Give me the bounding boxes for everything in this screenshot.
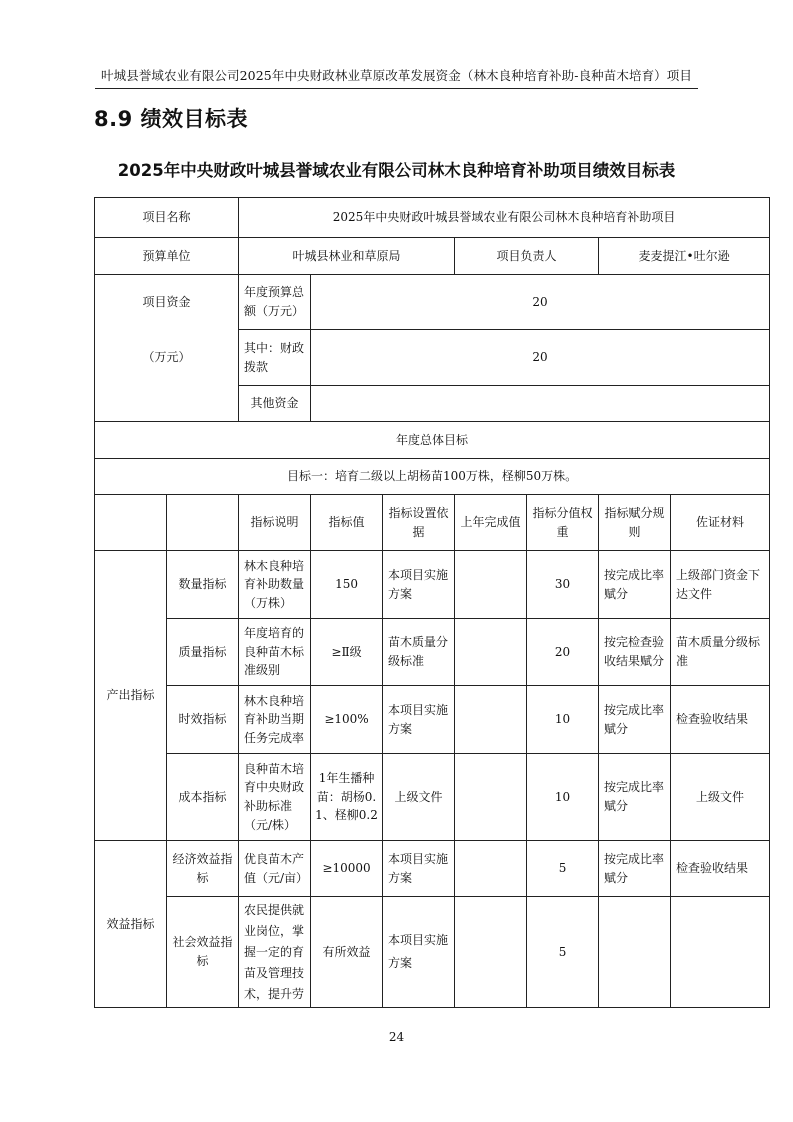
funds-label: 项目资金 [95, 275, 239, 330]
budget-unit-label: 预算单位 [95, 238, 239, 275]
project-name-row [95, 198, 770, 238]
column-header [95, 495, 167, 551]
indicator-value: 150 [311, 551, 383, 619]
other-funds-label: 其他资金 [239, 386, 311, 422]
annual-total-value: 20 [311, 275, 770, 330]
evidence: 上级部门资金下达文件 [671, 551, 770, 619]
table-row [95, 686, 770, 754]
sub-indicator: 质量指标 [167, 619, 239, 686]
prev-value [455, 551, 527, 619]
indicator-desc: 年度培育的良种苗木标准级别 [239, 619, 311, 686]
sub-indicator: 经济效益指标 [167, 841, 239, 897]
indicator-value: ≥Ⅱ级 [311, 619, 383, 686]
group-label: 产出指标 [95, 551, 167, 841]
prev-value [455, 619, 527, 686]
funds-unit-label: （万元） [95, 330, 239, 386]
indicator-weight: 5 [527, 841, 599, 897]
indicator-desc: 林木良种培育补助当期任务完成率 [239, 686, 311, 754]
evidence [671, 897, 770, 1008]
column-header: 指标设置依据 [383, 495, 455, 551]
indicator-basis: 本项目实施方案 [383, 551, 455, 619]
overall-goal-label-row [95, 422, 770, 459]
indicator-desc: 农民提供就业岗位，掌握一定的育苗及管理技术，提升劳 [239, 897, 311, 1008]
column-header: 佐证材料 [671, 495, 770, 551]
fiscal-row [95, 330, 770, 386]
scoring-rule: 按完成比率赋分 [599, 551, 671, 619]
indicator-basis: 本项目实施方案 [383, 686, 455, 754]
scoring-rule: 按完检查验收结果赋分 [599, 619, 671, 686]
column-header-row [95, 495, 770, 551]
column-header: 上年完成值 [455, 495, 527, 551]
indicator-basis: 本项目实施方案 [383, 897, 455, 1008]
column-header: 指标说明 [239, 495, 311, 551]
section-title: 8.9 绩效目标表 [94, 107, 249, 131]
evidence: 检查验收结果 [671, 686, 770, 754]
table-row [95, 551, 770, 619]
sub-indicator: 时效指标 [167, 686, 239, 754]
budget-unit-value: 叶城县林业和草原局 [239, 238, 455, 275]
indicator-value: 有所效益 [311, 897, 383, 1008]
column-header [167, 495, 239, 551]
prev-value [455, 754, 527, 841]
page-number: 24 [388, 1030, 405, 1044]
group-label: 效益指标 [95, 841, 167, 1008]
table-row [95, 841, 770, 897]
performance-table [94, 197, 770, 1008]
indicator-weight: 20 [527, 619, 599, 686]
leader-value: 麦麦提江•吐尔逊 [599, 238, 770, 275]
indicator-weight: 10 [527, 686, 599, 754]
funds-blank [95, 386, 239, 422]
sub-indicator: 数量指标 [167, 551, 239, 619]
overall-goal-text: 目标一：培育二级以上胡杨苗100万株，柽柳50万株。 [95, 459, 770, 495]
other-funds-row [95, 386, 770, 422]
evidence: 苗木质量分级标准 [671, 619, 770, 686]
page-header: 叶城县誉域农业有限公司2025年中央财政林业草原改革发展资金（林木良种培育补助-良种苗木培育）项目 [101, 68, 692, 83]
project-name-value: 2025年中央财政叶城县誉域农业有限公司林木良种培育补助项目 [239, 198, 770, 238]
column-header: 指标分值权重 [527, 495, 599, 551]
table-row [95, 897, 770, 1008]
indicator-desc: 良种苗木培育中央财政补助标准（元/株） [239, 754, 311, 841]
overall-goal-label: 年度总体目标 [95, 422, 770, 459]
scoring-rule: 按完成比率赋分 [599, 841, 671, 897]
fiscal-value: 20 [311, 330, 770, 386]
column-header: 指标赋分规则 [599, 495, 671, 551]
indicator-value: ≥10000 [311, 841, 383, 897]
indicator-weight: 30 [527, 551, 599, 619]
prev-value [455, 897, 527, 1008]
annual-total-label: 年度预算总额（万元） [239, 275, 311, 330]
indicator-basis: 本项目实施方案 [383, 841, 455, 897]
table-row [95, 754, 770, 841]
fiscal-label: 其中：财政拨款 [239, 330, 311, 386]
evidence: 检查验收结果 [671, 841, 770, 897]
indicator-weight: 5 [527, 897, 599, 1008]
overall-goal-text-row [95, 459, 770, 495]
scoring-rule: 按完成比率赋分 [599, 754, 671, 841]
sub-indicator: 成本指标 [167, 754, 239, 841]
project-name-label: 项目名称 [95, 198, 239, 238]
header-rule [95, 88, 698, 89]
scoring-rule: 按完成比率赋分 [599, 686, 671, 754]
other-funds-value [311, 386, 770, 422]
table-title: 2025年中央财政叶城县誉域农业有限公司林木良种培育补助项目绩效目标表 [117, 161, 676, 180]
leader-label: 项目负责人 [455, 238, 599, 275]
budget-unit-row [95, 238, 770, 275]
indicator-value: ≥100% [311, 686, 383, 754]
indicator-desc: 林木良种培育补助数量（万株） [239, 551, 311, 619]
indicator-value: 1年生播种苗：胡杨0.1、柽柳0.2 [311, 754, 383, 841]
table-row [95, 619, 770, 686]
prev-value [455, 841, 527, 897]
evidence: 上级文件 [671, 754, 770, 841]
indicator-basis: 上级文件 [383, 754, 455, 841]
annual-total-row [95, 275, 770, 330]
prev-value [455, 686, 527, 754]
indicator-desc: 优良苗木产值（元/亩） [239, 841, 311, 897]
indicator-basis: 苗木质量分级标准 [383, 619, 455, 686]
scoring-rule [599, 897, 671, 1008]
indicator-weight: 10 [527, 754, 599, 841]
sub-indicator: 社会效益指标 [167, 897, 239, 1008]
column-header: 指标值 [311, 495, 383, 551]
